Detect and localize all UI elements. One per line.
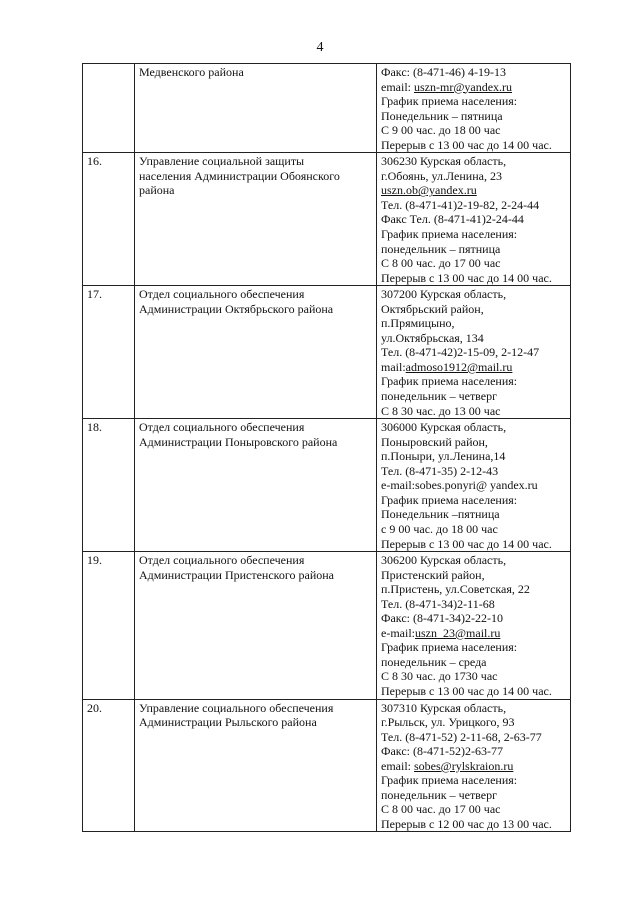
contact-line: Перерыв с 13 00 час до 14 00 час. bbox=[381, 137, 552, 152]
contact-line: понедельник – четверг bbox=[381, 787, 498, 802]
email-link[interactable]: uszn_23@mail.ru bbox=[414, 625, 501, 640]
row-number: 16. bbox=[83, 153, 135, 286]
contact-line: График приема населения: bbox=[381, 227, 518, 242]
email-prefix: mail: bbox=[381, 359, 406, 374]
contact-line: 306000 Курская область, bbox=[381, 420, 507, 435]
contact-line: Факс Тел. (8-471-41)2-24-44 bbox=[381, 212, 524, 227]
contact-line: С 9 00 час. до 18 00 час bbox=[381, 123, 501, 138]
row-number bbox=[83, 64, 135, 153]
agency-name-line: Администрации Рыльского района bbox=[139, 715, 317, 730]
contact-line: ул.Октябрьская, 134 bbox=[381, 330, 484, 345]
email-link[interactable]: sobes@rylskraion.ru bbox=[414, 758, 514, 773]
contact-line: Перерыв с 13 00 час до 14 00 час. bbox=[381, 683, 552, 698]
contact-line: 306200 Курская область, bbox=[381, 553, 507, 568]
contact-cell bbox=[377, 64, 571, 153]
contact-line: п.Прямицыно, bbox=[381, 316, 455, 331]
agency-name-cell bbox=[135, 286, 377, 419]
contact-email-line bbox=[381, 80, 566, 95]
contact-email-line bbox=[381, 360, 566, 375]
table-body bbox=[83, 64, 571, 832]
contact-line: С 8 00 час. до 17 00 час bbox=[381, 256, 501, 271]
agency-name-line: района bbox=[139, 183, 175, 198]
contact-line: Перерыв с 13 00 час до 14 00 час. bbox=[381, 270, 552, 285]
email-link[interactable]: uszn.ob@yandex.ru bbox=[381, 183, 477, 198]
contact-line: Понедельник –пятница bbox=[381, 507, 500, 522]
email-prefix: email: bbox=[381, 79, 414, 94]
contact-line: Тел. (8-471-42)2-15-09, 2-12-47 bbox=[381, 345, 540, 360]
agency-name-cell bbox=[135, 552, 377, 699]
contact-email-line bbox=[381, 183, 566, 198]
contact-line: Тел. (8-471-34)2-11-68 bbox=[381, 596, 495, 611]
agency-contacts-table bbox=[82, 63, 571, 832]
agency-name-line: Администрации Пристенского района bbox=[139, 567, 335, 582]
contact-line: График приема населения: bbox=[381, 640, 518, 655]
agency-name-line: населения Администрации Обоянского bbox=[139, 168, 340, 183]
contact-line: п.Поныри, ул.Ленина,14 bbox=[381, 449, 506, 464]
contact-line: Перерыв с 12 00 час до 13 00 час. bbox=[381, 816, 552, 831]
contact-line: понедельник – среда bbox=[381, 654, 487, 669]
email-link[interactable]: uszn-mr@yandex.ru bbox=[414, 79, 513, 94]
table-row bbox=[83, 552, 571, 699]
agency-name-line: Администрации Поныровского района bbox=[139, 434, 338, 449]
table-row bbox=[83, 64, 571, 153]
agency-name-line: Администрации Октябрьского района bbox=[139, 301, 334, 316]
contact-line: График приема населения: bbox=[381, 374, 518, 389]
agency-name-line: Медвенского района bbox=[139, 65, 244, 79]
agency-name-cell bbox=[135, 64, 377, 153]
row-number: 17. bbox=[83, 286, 135, 419]
contact-line: График приема населения: bbox=[381, 773, 518, 788]
contact-line: Факс: (8-471-46) 4-19-13 bbox=[381, 65, 506, 79]
contact-line: Тел. (8-471-41)2-19-82, 2-24-44 bbox=[381, 197, 540, 212]
contact-cell bbox=[377, 419, 571, 552]
contact-cell bbox=[377, 286, 571, 419]
contact-line: Тел. (8-471-35) 2-12-43 bbox=[381, 463, 499, 478]
contact-line: понедельник – пятница bbox=[381, 241, 501, 256]
contact-line: График приема населения: bbox=[381, 94, 518, 109]
row-number: 20. bbox=[83, 699, 135, 832]
table-row bbox=[83, 286, 571, 419]
contact-line: понедельник – четверг bbox=[381, 389, 498, 404]
agency-name-line: Отдел социального обеспечения bbox=[139, 553, 305, 568]
contact-line: С 8 00 час. до 17 00 час bbox=[381, 802, 501, 817]
contact-cell bbox=[377, 153, 571, 286]
contact-cell bbox=[377, 699, 571, 832]
contact-line: С 8 30 час. до 13 00 час bbox=[381, 403, 501, 418]
agency-name-cell bbox=[135, 153, 377, 286]
agency-name-line: Отдел социального обеспечения bbox=[139, 420, 305, 435]
contact-line: г.Обоянь, ул.Ленина, 23 bbox=[381, 168, 502, 183]
contact-line: Перерыв с 13 00 час до 14 00 час. bbox=[381, 536, 552, 551]
contact-line: п.Пристень, ул.Советская, 22 bbox=[381, 582, 530, 597]
contact-email-line bbox=[381, 759, 566, 774]
agency-name-cell bbox=[135, 419, 377, 552]
contact-email-line bbox=[381, 626, 566, 641]
contact-cell bbox=[377, 552, 571, 699]
agency-name-line: Отдел социального обеспечения bbox=[139, 287, 305, 302]
contact-line: 307200 Курская область, bbox=[381, 287, 507, 302]
contact-line: Факс: (8-471-34)2-22-10 bbox=[381, 611, 503, 626]
contact-line: Октябрьский район, bbox=[381, 301, 484, 316]
email-prefix: email: bbox=[381, 758, 414, 773]
row-number: 19. bbox=[83, 552, 135, 699]
contact-line: График приема населения: bbox=[381, 492, 518, 507]
contact-line: Тел. (8-471-52) 2-11-68, 2-63-77 bbox=[381, 729, 542, 744]
contact-line: Поныровский район, bbox=[381, 434, 488, 449]
table-row bbox=[83, 419, 571, 552]
table-row bbox=[83, 153, 571, 286]
contact-line: Пристенский район, bbox=[381, 567, 485, 582]
page-number: 4 bbox=[316, 40, 324, 55]
email-link[interactable]: admoso1912@mail.ru bbox=[405, 359, 513, 374]
email-prefix: e-mail: bbox=[381, 625, 415, 640]
agency-name-line: Управление социального обеспечения bbox=[139, 700, 334, 715]
contact-line: Понедельник – пятница bbox=[381, 108, 503, 123]
row-number: 18. bbox=[83, 419, 135, 552]
contact-line: 306230 Курская область, bbox=[381, 154, 507, 169]
table-row bbox=[83, 699, 571, 832]
agency-name-line: Управление социальной защиты bbox=[139, 154, 305, 169]
contact-line: С 8 30 час. до 1730 час bbox=[381, 669, 498, 684]
contact-line: 307310 Курская область, bbox=[381, 700, 507, 715]
contact-line: с 9 00 час. до 18 00 час bbox=[381, 521, 498, 536]
contact-line: e-mail:sobes.ponyri@ yandex.ru bbox=[381, 478, 538, 493]
agency-name-cell bbox=[135, 699, 377, 832]
contact-line: г.Рыльск, ул. Урицкого, 93 bbox=[381, 715, 515, 730]
contact-line: Факс: (8-471-52)2-63-77 bbox=[381, 744, 503, 759]
